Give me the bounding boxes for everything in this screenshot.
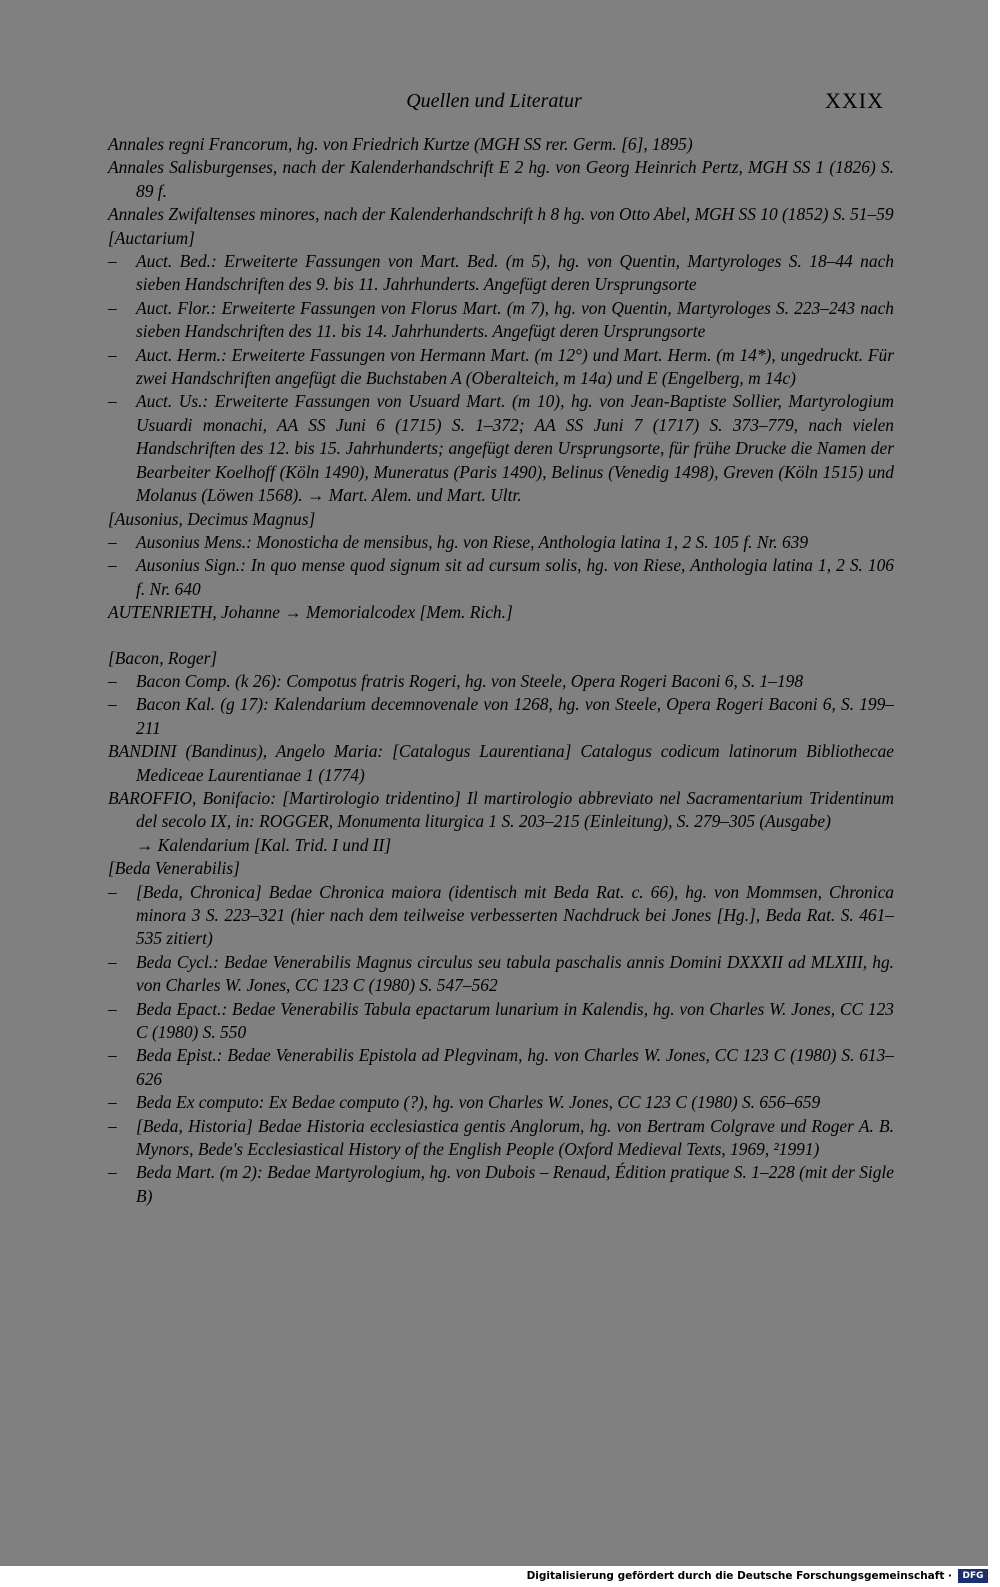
sub-entry	[108, 670, 894, 693]
sub-entry	[108, 1115, 894, 1162]
sub-entry-text: [Beda, Historia] Bedae Historia ecclesiastica gentis Anglorum, hg. von Bertram Colgrave und Roger A. B. Mynors, Bede's Ecclesiastical History of the English People (Oxford Medieval Texts, 1969, ²1991)	[136, 1115, 894, 1160]
group-heading: [Ausonius, Decimus Magnus]	[108, 508, 316, 529]
sub-entry-text: Bacon Comp. (k 26): Compotus fratris Rogeri, hg. von Steele, Opera Rogeri Baconi 6, S. 1–198	[136, 670, 804, 691]
sub-entry-text: Beda Ex computo: Ex Bedae computo (?), hg. von Charles W. Jones, CC 123 C (1980) S. 656–659	[136, 1092, 821, 1113]
sub-entry	[108, 250, 894, 297]
sub-entry-text: Beda Mart. (m 2): Bedae Martyrologium, hg. von Dubois – Renaud, Édition pratique S. 1–228 (mit der Sigle B)	[136, 1162, 894, 1206]
sub-entry	[108, 1044, 894, 1091]
dash-marker: –	[108, 670, 117, 691]
sub-entry	[108, 390, 894, 507]
footer-bar	[0, 1566, 1000, 1587]
sub-entry	[108, 998, 894, 1045]
group-heading: [Beda Venerabilis]	[108, 858, 240, 879]
section-gap	[108, 625, 894, 647]
sub-entry	[108, 554, 894, 601]
dash-marker: –	[108, 1115, 117, 1136]
sub-entry-text: Beda Epist.: Bedae Venerabilis Epistola ad Plegvinam, hg. von Charles W. Jones, CC 123 C (1980) S. 613–626	[136, 1045, 894, 1089]
dash-marker: –	[108, 1045, 117, 1066]
funding-notice: Digitalisierung gefördert durch die Deutsche Forschungsgemeinschaft ·	[526, 1570, 952, 1582]
dash-marker: –	[108, 391, 117, 412]
dash-marker: –	[108, 344, 117, 365]
dash-marker: –	[108, 555, 117, 576]
sub-entry-text: Beda Cycl.: Bedae Venerabilis Magnus circulus seu tabula paschalis annis Domini DXXXII ad MLXIII, hg. von Charles W. Jones, CC 123 C (1980) S. 547–562	[136, 951, 894, 996]
sub-entry	[108, 951, 894, 998]
running-head	[0, 88, 988, 118]
bibliography-entry: Annales regni Francorum, hg. von Friedrich Kurtze (MGH SS rer. Germ. [6], 1895)	[108, 134, 693, 154]
sub-entry-text: Ausonius Mens.: Monosticha de mensibus, hg. von Riese, Anthologia latina 1, 2 S. 105 f. Nr. 639	[136, 531, 809, 552]
sub-entry-text: [Beda, Chronica] Bedae Chronica maiora (identisch mit Beda Rat. c. 66), hg. von Mommsen, Chronica minora 3 S. 223–321 (hier nach dem teilweise verbesserten Nachdruck bei Jones [Hg.], Beda Rat. S. 461–535 zitiert)	[136, 881, 894, 949]
sub-entry	[108, 297, 894, 344]
running-title: Quellen und Literatur	[406, 90, 582, 112]
bibliography-entry: BANDINI (Bandinus), Angelo Maria: [Catalogus Laurentiana] Catalogus codicum latinorum Bibliothecae Mediceae Laurentianae 1 (1774)	[108, 741, 894, 785]
dash-marker: –	[108, 881, 117, 902]
dash-marker: –	[108, 1092, 117, 1113]
bibliography-entry: Annales Zwifaltenses minores, nach der Kalenderhandschrift h 8 hg. von Otto Abel, MGH SS 10 (1852) S. 51–59	[108, 204, 894, 225]
sub-entry-text: Beda Epact.: Bedae Venerabilis Tabula epactarum lunarium in Kalendis, hg. von Charles W. Jones, CC 123 C (1980) S. 550	[136, 998, 894, 1043]
dfg-logo: DFG	[958, 1569, 988, 1583]
sub-entry	[108, 693, 894, 740]
sub-entry	[108, 1161, 894, 1208]
dash-marker: –	[108, 998, 117, 1019]
sub-entry-text: Ausonius Sign.: In quo mense quod signum sit ad cursum solis, hg. von Riese, Anthologia latina 1, 2 S. 106 f. Nr. 640	[136, 555, 894, 599]
sub-entry-text: Auct. Flor.: Erweiterte Fassungen von Florus Mart. (m 7), hg. von Quentin, Martyrologes S. 223–243 nach sieben Handschriften des 11. bis 14. Jahrhunderts. Angefügt deren Ursprungsorte	[136, 297, 894, 342]
group-heading: [Auctarium]	[108, 227, 195, 248]
page-number: XXIX	[825, 88, 884, 113]
sub-entry-text: Auct. Herm.: Erweiterte Fassungen von Hermann Mart. (m 12°) und Mart. Herm. (m 14*), ungedruckt. Für zwei Handschriften angefügt die Buchstaben A (Oberalteich, m 14a) und E (Engelberg, m 14c)	[136, 344, 894, 389]
sub-entry	[108, 881, 894, 951]
dash-marker: –	[108, 694, 117, 715]
bibliography-list	[108, 133, 894, 1208]
sub-entry	[108, 1091, 894, 1114]
sub-entry-text: Bacon Kal. (g 17): Kalendarium decemnovenale von 1268, hg. von Steele, Opera Rogeri Baconi 6, S. 199–211	[136, 694, 894, 738]
dash-marker: –	[108, 251, 117, 272]
bibliography-entry: BAROFFIO, Bonifacio: [Martirologio tridentino] Il martirologio abbreviato nel Sacramentarium Tridentinum del secolo IX, in: ROGGER, Monumenta liturgica 1 S. 203–215 (Einleitung), S. 279–305 (Ausgabe)	[108, 787, 894, 832]
dash-marker: –	[108, 531, 117, 552]
bibliography-entry: Annales Salisburgenses, nach der Kalenderhandschrift E 2 hg. von Georg Heinrich Pertz, MGH SS 1 (1826) S. 89 f.	[108, 157, 894, 201]
sub-entry	[108, 344, 894, 391]
bibliography-entry: AUTENRIETH, Johanne → Memorialcodex [Mem. Rich.]	[108, 602, 513, 623]
sub-entry	[108, 531, 894, 554]
dash-marker: –	[108, 1162, 117, 1183]
cross-reference: → Kalendarium [Kal. Trid. I und II]	[136, 834, 392, 855]
dash-marker: –	[108, 297, 117, 318]
group-heading: [Bacon, Roger]	[108, 647, 218, 668]
dash-marker: –	[108, 951, 117, 972]
sub-entry-text: Auct. Bed.: Erweiterte Fassungen von Mart. Bed. (m 5), hg. von Quentin, Martyrologes S. 18–44 nach sieben Handschriften des 9. bis 11. Jahrhunderts. Angefügt deren Ursprungsorte	[136, 251, 894, 295]
sub-entry-text: Auct. Us.: Erweiterte Fassungen von Usuard Mart. (m 10), hg. von Jean-Baptiste Sollier, Martyrologium Usuardi monachi, AA SS Juni 6 (1715) S. 1–372; AA SS Juni 7 (1717) S. 373–779, nach vielen Handschriften des 12. bis 15. Jahrhunderts; angefügt deren Ursprungsorte, für frühe Drucke die Namen der Bearbeiter Koelhoff (Köln 1490), Muneratus (Paris 1490), Belinus (Venedig 1498), Greven (Köln 1515) und Molanus (Löwen 1568). → Mart. Alem. und Mart. Ultr.	[136, 391, 894, 506]
